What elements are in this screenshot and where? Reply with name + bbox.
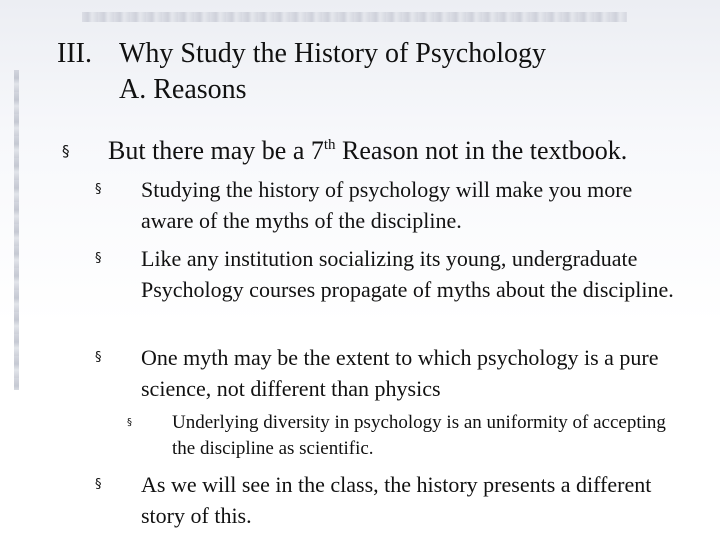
decorative-left-streak [14, 70, 19, 390]
title-heading: Why Study the History of Psychology [119, 38, 546, 69]
point-item-final [95, 469, 675, 531]
bullet-marker-icon: § [127, 417, 132, 428]
final-point-text: As we will see in the class, the history presents a different story of this. [141, 472, 652, 528]
title-subheading: A. Reasons [119, 74, 247, 105]
title-section-number: III. [57, 38, 92, 69]
point-text: Like any institution socializing its young, undergraduate Psychology courses propagate of myths about the discipline. [141, 246, 674, 302]
bullet-marker-icon: § [95, 182, 102, 197]
sub-point-item [127, 410, 672, 462]
bullet-marker-icon: § [95, 251, 102, 266]
main-point-after: Reason not in the textbook. [335, 136, 628, 165]
bullet-marker-icon: § [95, 477, 102, 492]
main-point-superscript: th [323, 137, 336, 153]
point-text: One myth may be the extent to which psychology is a pure science, not different than physics [141, 345, 659, 401]
main-point-text [108, 134, 627, 168]
bullet-marker-icon: § [95, 350, 102, 365]
point-text: Studying the history of psychology will make you more aware of the myths of the discipline. [141, 177, 633, 233]
sub-point-text: Underlying diversity in psychology is an uniformity of accepting the discipline as scientific. [172, 412, 666, 459]
point-item-institution [95, 243, 675, 305]
point-item-pure-science [95, 342, 675, 404]
slide-title [57, 36, 546, 108]
decorative-top-streak [82, 12, 627, 22]
main-point-before: But there may be a 7 [108, 136, 324, 165]
point-item-myths-awareness [95, 174, 675, 236]
bullet-marker-icon: § [62, 142, 70, 160]
main-point [62, 134, 627, 168]
